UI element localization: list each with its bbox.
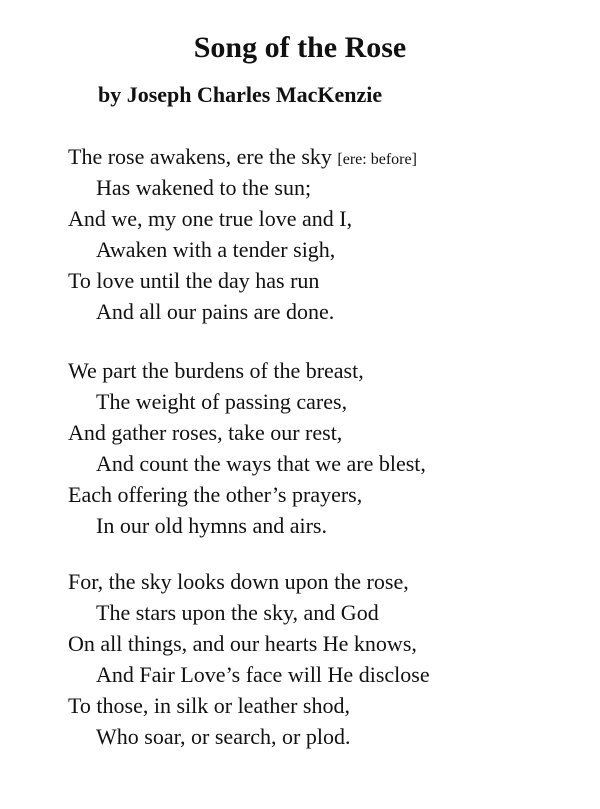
poem-line: We part the burdens of the breast, [68, 358, 364, 383]
poem-line: Each offering the other’s prayers, [68, 482, 363, 507]
poem-line: For, the sky looks down upon the rose, [68, 569, 409, 594]
poem-line: On all things, and our hearts He knows, [68, 631, 417, 656]
poem-line: To those, in silk or leather shod, [68, 693, 350, 718]
stanza-1 [68, 141, 596, 327]
stanza-3 [68, 566, 596, 752]
poem-line: And we, my one true love and I, [68, 206, 353, 231]
stanza-2 [68, 355, 596, 541]
poem-line: Who soar, or search, or plod. [96, 724, 351, 749]
line-text: The rose awakens, ere the sky [68, 144, 338, 169]
poem-line: Awaken with a tender sigh, [96, 237, 336, 262]
poem-line: And count the ways that we are blest, [96, 451, 426, 476]
poem-line: And gather roses, take our rest, [68, 420, 343, 445]
gloss-note: [ere: before] [337, 151, 417, 168]
poem-line: Has wakened to the sun; [96, 175, 312, 200]
poem-line: To love until the day has run [68, 268, 320, 293]
poem-line: The stars upon the sky, and God [96, 600, 379, 625]
poem-line: The weight of passing cares, [96, 389, 348, 414]
poem-line: And Fair Love’s face will He disclose [96, 662, 430, 687]
poem-line: In our old hymns and airs. [96, 513, 327, 538]
poem-line: And all our pains are done. [96, 299, 335, 324]
poem-byline: by Joseph Charles MacKenzie [98, 82, 383, 107]
poem-line [68, 141, 596, 172]
poem-title: Song of the Rose [193, 31, 407, 64]
